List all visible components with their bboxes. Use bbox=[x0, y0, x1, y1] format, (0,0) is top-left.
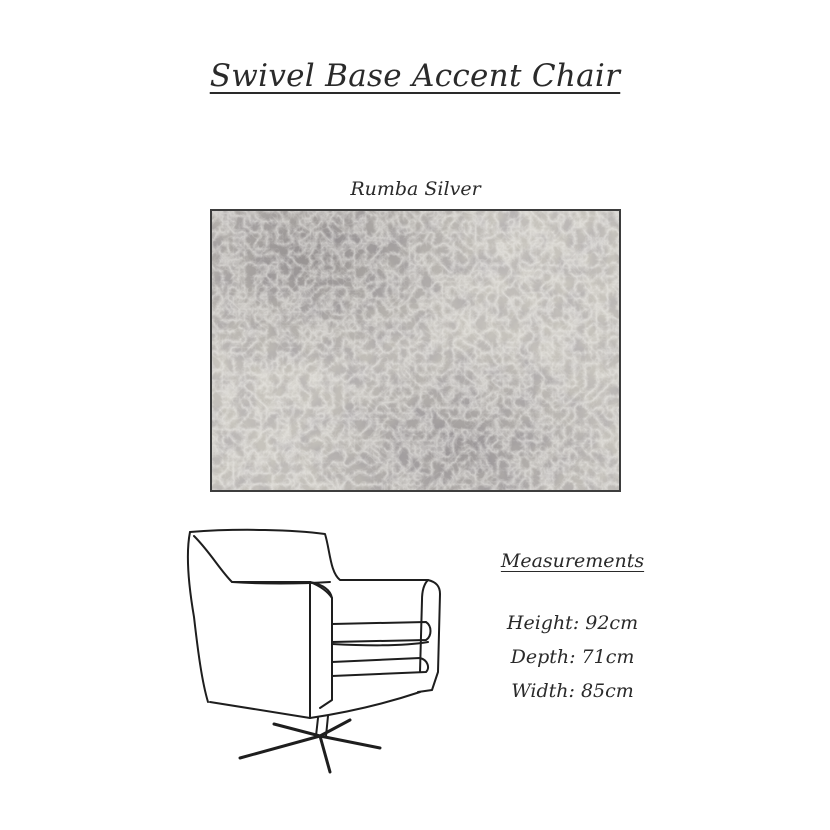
chair-base-leg bbox=[274, 724, 320, 736]
chair-base-leg bbox=[320, 736, 380, 748]
measurements-heading: Measurements bbox=[500, 550, 645, 572]
measurements-panel bbox=[485, 550, 660, 708]
chair-back-left-edge bbox=[188, 532, 208, 702]
fabric-name: Rumba Silver bbox=[350, 178, 481, 200]
measurement-height: Height: 92cm bbox=[506, 612, 639, 634]
chair-shell-outline bbox=[190, 530, 440, 692]
fabric-texture bbox=[212, 211, 619, 490]
chair-line-drawing bbox=[180, 522, 450, 782]
chair-seat-cushion bbox=[332, 622, 431, 642]
measurement-width: Width: 85cm bbox=[511, 680, 634, 702]
measurement-depth: Depth: 71cm bbox=[510, 646, 635, 668]
page-title-text: Swivel Base Accent Chair bbox=[209, 58, 621, 94]
chair-base-leg bbox=[320, 720, 350, 736]
page-title bbox=[0, 58, 830, 94]
chair-base-leg bbox=[320, 736, 330, 772]
fabric-swatch bbox=[210, 209, 621, 492]
chair-base-leg bbox=[240, 736, 320, 758]
